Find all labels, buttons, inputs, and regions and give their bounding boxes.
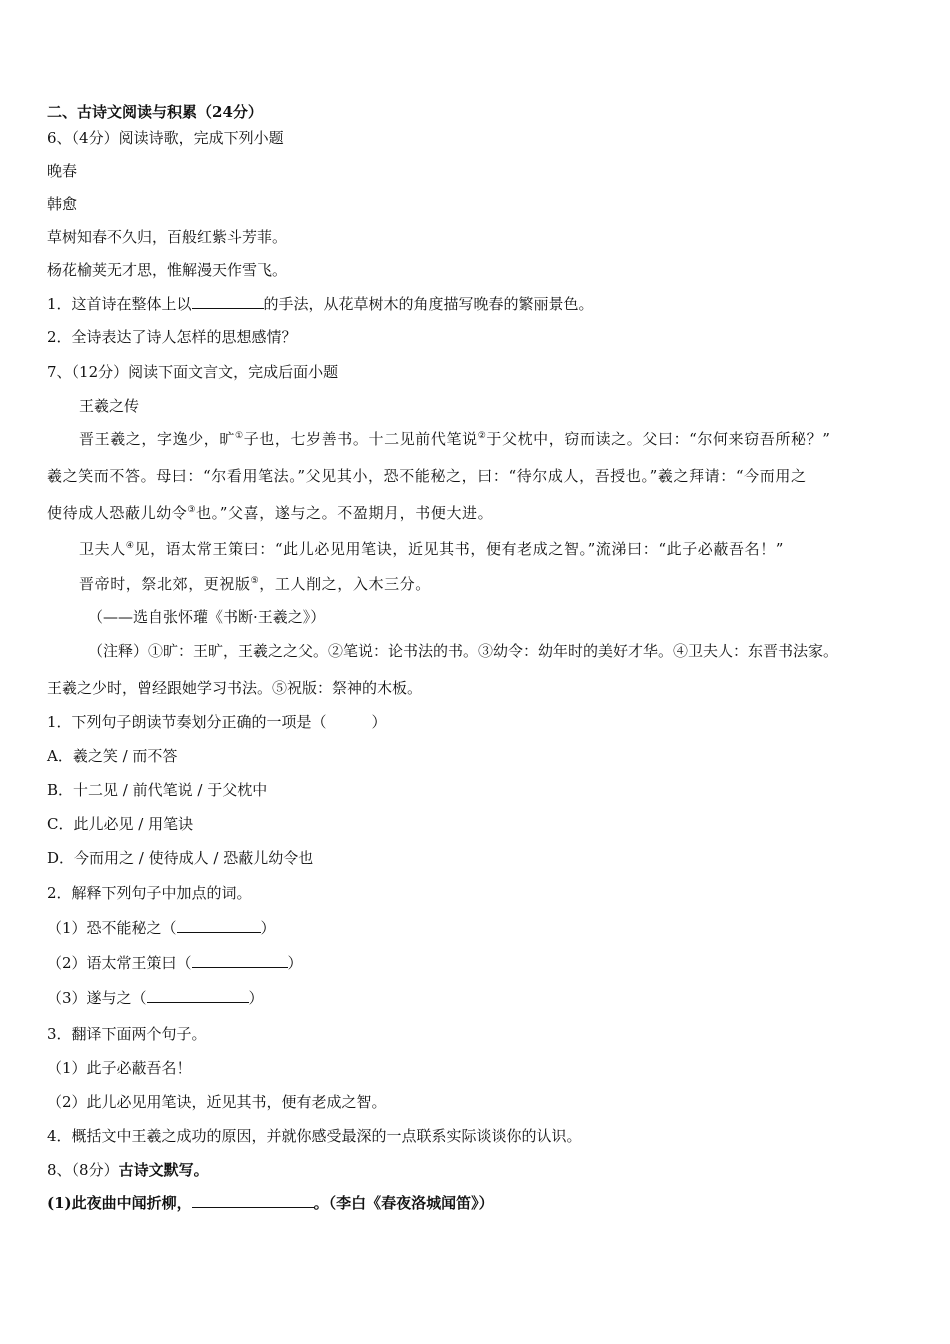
passage-source: （——选自张怀瓘《书断·王羲之》） (88, 608, 326, 626)
p1-line3-text-a: 使待成人恐蔽儿幼令 (47, 504, 188, 522)
q8-title: 古诗文默写。 (118, 1161, 209, 1179)
item3-close: ） (248, 989, 264, 1007)
q6-sub2: 2．全诗表达了诗人怎样的思想感情？ (47, 328, 297, 346)
item2-close: ） (287, 954, 303, 972)
passage-p3 (79, 574, 431, 594)
p2-text-a: 卫夫人 (79, 540, 126, 558)
answer-blank[interactable] (177, 918, 261, 933)
item1-close: ） (260, 919, 276, 937)
footnote-marker-5: ⑤ (250, 576, 260, 586)
answer-blank[interactable] (147, 988, 249, 1003)
option-d: D．今而用之 / 使待成人 / 恐蔽儿幼令也 (47, 849, 314, 867)
notes-line-1: （注释）①旷：王旷，王羲之之父。②笔说：论书法的书。③幼令：幼年时的美好才华。④卫夫人：东晋书法家。 (88, 642, 839, 660)
p1-text-a: 晋王羲之，字逸少，旷 (79, 430, 236, 448)
p1-text-b: 子也，七岁善书。十二见前代笔说 (243, 430, 478, 448)
q7-sub2: 2．解释下列句子中加点的词。 (47, 884, 252, 902)
p3-text-a: 晋帝时，祭北郊，更祝版 (79, 575, 251, 593)
passage-title: 王羲之传 (79, 397, 140, 415)
passage-p1-line3 (47, 503, 493, 523)
q7-header: 7、（12分）阅读下面文言文，完成后面小题 (47, 363, 339, 381)
q7-sub2-item3 (47, 988, 264, 1008)
q7-sub1: 1．下列句子朗读节奏划分正确的一项是（ ） (47, 713, 387, 731)
q7-sub4: 4．概括文中王羲之成功的原因，并就你感受最深的一点联系实际谈谈你的认识。 (47, 1127, 582, 1145)
q8-item1-source: 。（李白《春夜洛城闻笛》） (313, 1194, 494, 1212)
poem-line-1: 草树知春不久归，百般红紫斗芳菲。 (47, 228, 288, 246)
notes-line-2: 王羲之少时，曾经跟她学习书法。⑤祝版：祭神的木板。 (47, 679, 423, 697)
p1-text-c: 于父枕中，窃而读之。父曰：“尔何来窃吾所秘？” (486, 430, 831, 448)
poem-line-2: 杨花榆荚无才思，惟解漫天作雪飞。 (47, 261, 288, 279)
poem-author: 韩愈 (47, 195, 78, 213)
option-a: A．羲之笑 / 而不答 (47, 747, 178, 765)
poem-title: 晚春 (47, 162, 78, 180)
q7-sub3-item1: （1）此子必蔽吾名！ (47, 1059, 192, 1077)
q6-header: 6、（4分）阅读诗歌，完成下列小题 (47, 129, 284, 147)
footnote-marker-1: ① (235, 431, 244, 441)
passage-p2 (79, 539, 784, 559)
passage-p1-line2: 羲之笑而不答。母曰：“尔看用笔法。”父见其小，恐不能秘之，曰：“待尔成人，吾授也。”羲之拜请：“今而用之 (47, 467, 807, 485)
q8-item1 (47, 1193, 494, 1213)
p2-text-b: 见，语太常王策曰：“此儿必见用笔诀，近见其书，便有老成之智。”流涕曰：“此子必蔽吾名！” (134, 540, 785, 558)
q8-header (47, 1160, 209, 1180)
section-title: 二、古诗文阅读与积累（24分） (47, 103, 263, 121)
q7-sub3-item2: （2）此儿必见用笔诀，近见其书，便有老成之智。 (47, 1093, 387, 1111)
q6-sub1-text-a: 1．这首诗在整体上以 (47, 295, 192, 313)
item1-text: （1）恐不能秘之（ (47, 919, 177, 937)
q7-sub2-item2 (47, 953, 303, 973)
q7-sub2-item1 (47, 918, 276, 938)
answer-blank[interactable] (192, 294, 264, 309)
item2-text: （2）语太常王策曰（ (47, 954, 192, 972)
option-c: C．此儿必见 / 用笔诀 (47, 815, 194, 833)
q8-score: 8、（8分） (47, 1161, 119, 1179)
option-b: B．十二见 / 前代笔说 / 于父枕中 (47, 781, 268, 799)
q6-sub1-text-b: 的手法，从花草树木的角度描写晚春的繁丽景色。 (263, 295, 594, 313)
footnote-marker-2: ② (477, 431, 487, 441)
footnote-marker-3: ③ (187, 505, 197, 515)
q7-sub3: 3．翻译下面两个句子。 (47, 1025, 207, 1043)
p3-text-b: ，工人削之，入木三分。 (259, 575, 431, 593)
item3-text: （3）遂与之（ (47, 989, 147, 1007)
answer-blank[interactable] (192, 1193, 314, 1208)
q6-sub1 (47, 294, 594, 314)
q8-item1-text: (1)此夜曲中闻折柳， (47, 1194, 192, 1212)
p1-line3-text-b: 也。”父喜，遂与之。不盈期月，书便大进。 (196, 504, 494, 522)
footnote-marker-4: ④ (125, 541, 135, 551)
answer-blank[interactable] (192, 953, 288, 968)
passage-p1-line1 (79, 429, 831, 449)
